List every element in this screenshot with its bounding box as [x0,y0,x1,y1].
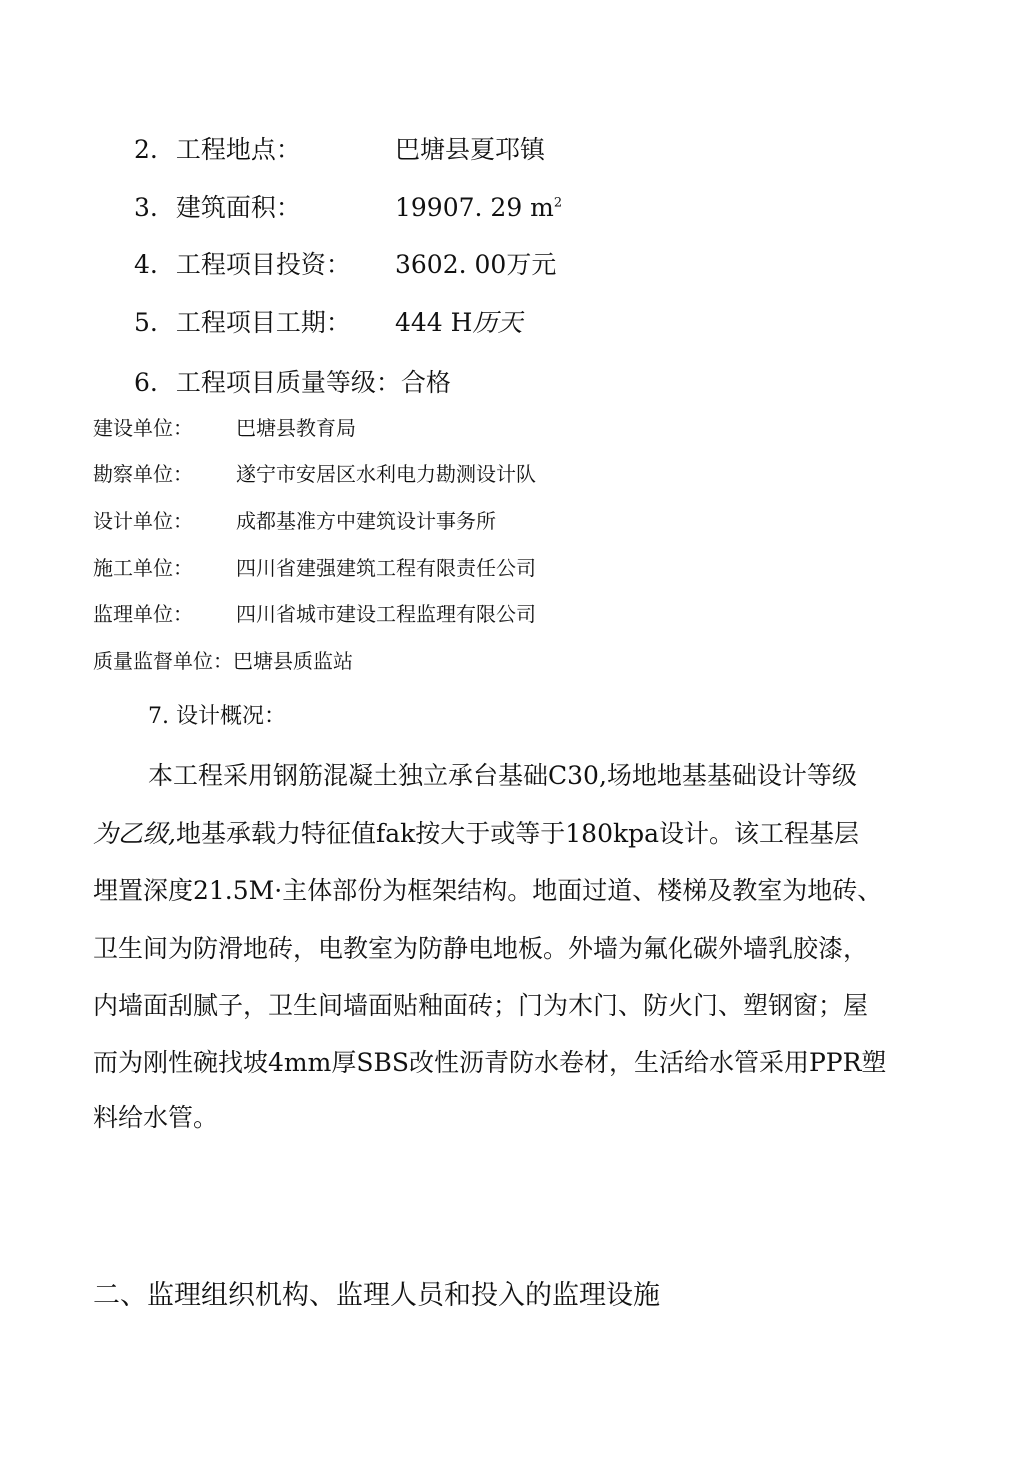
duration-unit: 历天 [472,308,523,337]
info-label: 工程项目工期： [175,308,351,337]
design-paragraph-line-2 [93,821,859,846]
info-value-area [395,195,562,220]
info-num: 3. [134,193,158,222]
info-label: 工程项目投资： [175,250,351,279]
unit-value-construction: 四川省建强建筑工程有限责任公司 [236,556,536,580]
unit-quality-supervision [93,651,353,671]
design-paragraph-line-1: 本工程采用钢筋混凝土独立承台基础C30,场地地基基础设计等级 [148,761,857,790]
info-label: 工程项目质量等级： [175,368,401,397]
info-value-location: 巴塘县夏邛镇 [395,135,546,164]
unit-label-design: 设计单位： [93,509,193,533]
info-label: 工程地点： [175,135,301,164]
info-num: 4. [134,250,158,279]
unit-label-construction: 施工单位： [93,556,193,580]
info-num: 6. [134,368,158,397]
info-num: 2. [134,135,158,164]
info-item-quality [134,370,451,395]
design-paragraph-line-4: 卫生间为防滑地砖，电教室为防静电地板。外墙为氟化碳外墙乳胶漆， [93,934,869,963]
info-value-quality: 合格 [400,368,451,397]
design-line-2-text: 地基承载力特征值fak按大于或等于180kpa设计。该工程基层 [175,819,860,848]
unit-label-quality: 质量监督单位： [93,649,233,673]
unit-value-survey: 遂宁市安居区水利电力勘测设计队 [236,462,536,486]
unit-value-design: 成都基准方中建筑设计事务所 [236,509,496,533]
area-value: 19907. 29 m [395,193,554,222]
design-grade-prefix: 为乙级, [93,819,176,848]
info-value-investment: 3602. 00万元 [395,250,557,279]
info-item-duration [134,310,351,335]
unit-label-supervision: 监理单位： [93,602,193,626]
info-item-investment [134,252,351,277]
unit-value-owner: 巴塘县教育局 [236,416,356,440]
design-paragraph-line-6: 而为刚性碗找坡4mm厚SBS改性沥青防水卷材，生活给水管采用PPR塑 [93,1048,887,1077]
duration-value: 444 H [395,308,473,337]
unit-label-owner: 建设单位： [93,416,193,440]
unit-value-quality: 巴塘县质监站 [233,649,353,673]
info-item-location [134,137,301,162]
unit-value-supervision: 四川省城市建设工程监理有限公司 [236,602,536,626]
area-unit-sup: 2 [553,195,563,211]
section-heading: 二、监理组织机构、监理人员和投入的监理设施 [93,1280,660,1311]
design-paragraph-line-3: 埋置深度21.5M·主体部份为框架结构。地面过道、楼梯及教室为地砖、 [93,876,883,905]
design-paragraph-line-5: 内墙面刮腻子，卫生间墙面贴釉面砖；门为木门、防火门、塑钢窗；屋 [93,991,869,1020]
design-heading: 7. 设计概况： [148,704,286,729]
info-label: 建筑面积： [175,193,301,222]
info-item-area [134,195,301,220]
design-paragraph-line-7: 料给水管。 [93,1103,219,1132]
unit-label-survey: 勘察单位： [93,462,193,486]
info-num: 5. [134,308,158,337]
info-value-duration [395,310,522,335]
